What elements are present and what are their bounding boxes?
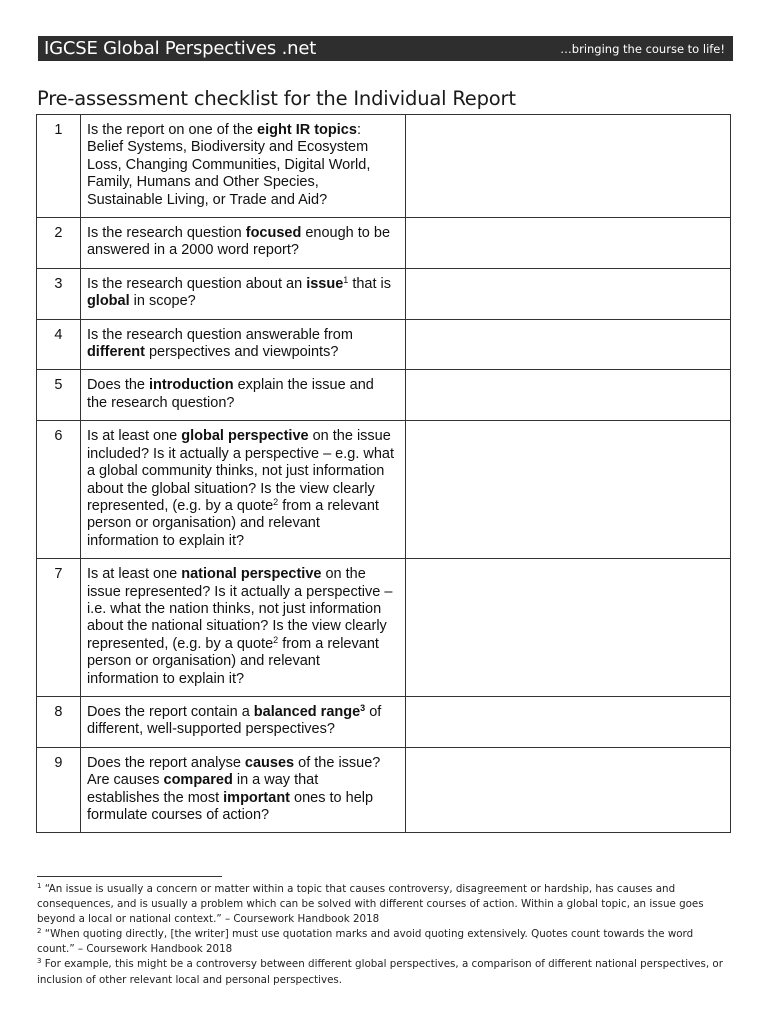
- checklist-table: [36, 114, 731, 833]
- checklist-row: [37, 370, 731, 421]
- emphasis-text: global: [86, 293, 130, 310]
- question-text: Does the: [86, 377, 150, 394]
- item-number: 9: [37, 747, 81, 833]
- response-cell[interactable]: [405, 421, 730, 559]
- emphasis-text: introduction: [149, 377, 234, 394]
- checklist-row: [37, 268, 731, 319]
- item-number: 8: [37, 696, 81, 747]
- page-title: Pre-assessment checklist for the Individual Report: [37, 87, 516, 110]
- emphasis-text: causes: [244, 754, 295, 771]
- question-text: of different, well-supported perspectives?: [86, 703, 382, 738]
- question-text: on the issue included? Is it actually a perspective – e.g. what a global community thinks, not just information about the global situation? Is the view clearly represented, (e.g. by a quote: [86, 428, 395, 514]
- item-number: 1: [37, 115, 81, 218]
- checklist-question: [80, 421, 405, 559]
- question-text: that is: [348, 275, 392, 292]
- checklist-question: [80, 319, 405, 370]
- question-text: Is the report on one of the: [86, 122, 258, 138]
- question-text: of the issue? Are causes: [86, 754, 381, 789]
- footnote-mark: 2: [37, 927, 42, 936]
- emphasis-text: eight IR topics: [257, 122, 357, 138]
- emphasis-text: balanced range: [253, 703, 361, 720]
- question-text: Does the report analyse: [86, 754, 245, 771]
- checklist-question: [80, 115, 405, 218]
- checklist-question: [80, 268, 405, 319]
- footnote-ref: 2: [273, 496, 279, 507]
- site-tagline: …bringing the course to life!: [560, 41, 725, 56]
- emphasis-text: different: [86, 344, 145, 361]
- question-text: Is at least one: [86, 566, 182, 583]
- item-number: 3: [37, 268, 81, 319]
- question-text: ones to help formulate courses of action?: [86, 789, 374, 823]
- footnote-divider: [37, 876, 222, 877]
- response-cell[interactable]: [405, 218, 730, 269]
- item-number: 6: [37, 421, 81, 559]
- footnote-text: For example, this might be a controversy between different global perspectives, a comparison of different national perspectives, or inclusion of other relevant local and personal perspectives.: [37, 958, 723, 986]
- checklist-question: [80, 559, 405, 697]
- checklist-question: [80, 218, 405, 269]
- item-number: 4: [37, 319, 81, 370]
- question-text: from a relevant person or organisation) and relevant information to explain it?: [86, 635, 379, 687]
- question-text: enough to be answered in a 2000 word report?: [86, 225, 391, 259]
- footnotes: [37, 882, 733, 988]
- question-text: Does the report contain a: [86, 703, 254, 720]
- response-cell[interactable]: [405, 696, 730, 747]
- response-cell[interactable]: [405, 747, 730, 833]
- checklist-row: [37, 115, 731, 218]
- question-text: Is the research question about an: [86, 275, 307, 292]
- item-number: 7: [37, 559, 81, 697]
- footnote: [37, 957, 733, 987]
- footnote-ref: 1: [343, 274, 349, 285]
- question-text: Is at least one: [86, 428, 182, 445]
- question-text: Is the research question: [86, 225, 246, 242]
- checklist-question: [80, 696, 405, 747]
- question-text: perspectives and viewpoints?: [144, 344, 339, 361]
- checklist-question: [80, 370, 405, 421]
- checklist-row: [37, 696, 731, 747]
- site-title: IGCSE Global Perspectives .net: [44, 38, 317, 59]
- footnote-ref: 2: [273, 634, 279, 645]
- footnote-text: “When quoting directly, [the writer] must use quotation marks and avoid quoting extensively. Quotes count towards the word count.” – Coursework Handbook 2018: [37, 928, 694, 956]
- item-number: 5: [37, 370, 81, 421]
- question-text: Is the research question answerable from: [86, 326, 353, 343]
- response-cell[interactable]: [405, 370, 730, 421]
- item-number: 2: [37, 218, 81, 269]
- emphasis-text: issue: [306, 275, 344, 292]
- site-banner: [38, 36, 733, 61]
- footnote: [37, 882, 733, 927]
- checklist-question: [80, 747, 405, 833]
- footnote-mark: 1: [37, 882, 42, 890]
- question-text: in a way that establishes the most: [86, 772, 319, 806]
- emphasis-text: focused: [245, 225, 302, 242]
- emphasis-text: compared: [163, 772, 233, 789]
- response-cell[interactable]: [405, 268, 730, 319]
- footnote-ref: 3: [360, 702, 366, 713]
- emphasis-text: global perspective: [181, 428, 309, 445]
- response-cell[interactable]: [405, 559, 730, 697]
- footnote-text: “An issue is usually a concern or matter within a topic that causes controversy, disagreement or hardship, has causes and consequences, and is usually a problem which can be solved with different courses of action. Within a global topic, an issue goes beyond a local or national context.” – Coursework Handbook 2018: [37, 883, 704, 926]
- response-cell[interactable]: [405, 115, 730, 218]
- emphasis-text: national perspective: [181, 566, 322, 583]
- question-text: from a relevant person or organisation) and relevant information to explain it?: [86, 497, 379, 549]
- checklist-row: [37, 319, 731, 370]
- question-text: on the issue represented? Is it actually a perspective – i.e. what the nation thinks, not just information about the national situation? Is the view clearly represented, (e.g. by a quote: [86, 566, 393, 652]
- checklist-row: [37, 747, 731, 833]
- footnote-mark: 3: [37, 957, 42, 966]
- question-text: in scope?: [129, 293, 196, 310]
- checklist-row: [37, 218, 731, 269]
- question-text: : Belief Systems, Biodiversity and Ecosystem Loss, Changing Communities, Digital World, Family, Humans and Other Species, Sustainable Living, or Trade and Aid?: [86, 122, 371, 208]
- question-text: explain the issue and the research question?: [86, 377, 374, 411]
- response-cell[interactable]: [405, 319, 730, 370]
- checklist-row: [37, 559, 731, 697]
- emphasis-text: important: [223, 789, 291, 806]
- checklist-row: [37, 421, 731, 559]
- footnote: [37, 927, 733, 957]
